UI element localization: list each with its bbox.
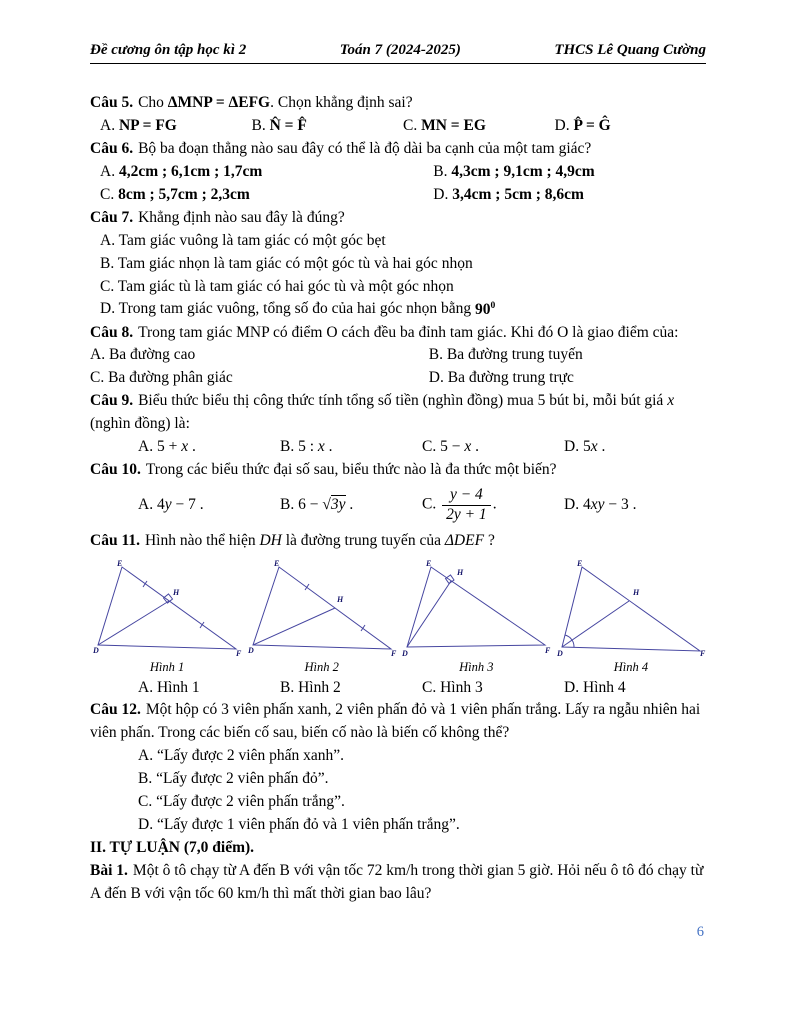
q5-option-d: [555, 115, 707, 138]
header-center: Toán 7 (2024-2025): [339, 42, 461, 58]
q11-post: ?: [484, 532, 495, 550]
triangle-figure-3: [401, 557, 551, 657]
q10-b-radicand: 3y: [330, 495, 346, 513]
q5-option-c: [403, 115, 555, 138]
fraction-numerator: y − 4: [442, 486, 491, 506]
q5-c-letter: C.: [403, 116, 422, 134]
q6-option-a: [100, 161, 433, 184]
q11-mid: là đường trung tuyến của: [281, 532, 445, 550]
q9-a-var: x: [181, 438, 189, 456]
q9-d-pre: D. 5: [564, 438, 591, 456]
angle-arc-2: [572, 640, 574, 647]
q5-a-value: NP = FG: [118, 116, 177, 134]
triangle-figure-4: [556, 557, 706, 657]
question-10: [90, 459, 706, 482]
figure-1: [92, 557, 242, 677]
q12-option-a: A. “Lấy được 2 viên phấn xanh”.: [138, 747, 344, 765]
q9-c-var: x: [464, 438, 472, 456]
q10-a-post: − 7 .: [171, 495, 204, 513]
q9-a-post: .: [188, 438, 196, 456]
q12-label: Câu 12.: [90, 701, 141, 719]
vertex-e-label: E: [426, 559, 432, 569]
q9-a-pre: A. 5 +: [138, 438, 182, 456]
q5-options: [90, 115, 706, 138]
q9-option-d: [564, 436, 706, 459]
question-12: [90, 699, 706, 745]
q8-label: Câu 8.: [90, 323, 134, 341]
triangle-figure-1: [92, 557, 242, 657]
q10-options: [90, 482, 706, 528]
figure-2-caption: Hình 2: [304, 660, 339, 675]
q8-option-a: A. Ba đường cao: [90, 346, 196, 364]
q5-math: ΔMNP = ΔEFG: [167, 94, 271, 111]
point-h-label: H: [173, 588, 180, 598]
header-left: Đề cương ôn tập học kì 2: [90, 42, 247, 58]
section-2-title: II. TỰ LUẬN (7,0 điểm).: [90, 839, 255, 857]
problem-1: [90, 860, 706, 906]
q12-option-c: C. “Lấy được 2 viên phấn trắng”.: [138, 793, 345, 811]
q5-d-letter: D.: [554, 116, 574, 134]
q5-option-b: [252, 115, 404, 138]
triangle-figure-2: [247, 557, 397, 657]
q5-pre: Cho: [138, 94, 168, 111]
q6-d-value: 3,4cm ; 5cm ; 8,6cm: [452, 185, 584, 203]
q6-c-letter: C.: [100, 185, 119, 203]
q6-a-letter: A.: [100, 162, 119, 180]
q10-option-c: [422, 486, 564, 524]
q8-options-row2: [90, 367, 706, 390]
vertex-f-label: F: [699, 649, 706, 658]
page-number: 6: [696, 924, 704, 940]
q11-triangle: ΔDEF: [444, 532, 485, 550]
q8-option-b: B. Ba đường trung tuyến: [428, 346, 583, 364]
q11-option-a: A. Hình 1: [138, 678, 200, 696]
b1-label: Bài 1.: [90, 862, 128, 880]
triangle-def: [407, 567, 545, 647]
q7-d-superscript: 0: [490, 299, 496, 311]
q7-label: Câu 7.: [90, 208, 134, 226]
b1-text: Một ô tô chạy từ A đến B với vận tốc 72 km/h trong thời gian 5 giờ. Hỏi nếu ô tô đó chạy từ A đến B với vận tốc 60 km/h thì mất thời gian bao lâu?: [90, 862, 704, 902]
q9-option-b: [280, 436, 422, 459]
triangle-def: [253, 567, 391, 649]
header-right: THCS Lê Quang Cường: [554, 42, 706, 58]
q6-c-value: 8cm ; 5,7cm ; 2,3cm: [118, 185, 250, 203]
q5-c-value: MN = EG: [421, 116, 486, 134]
q10-c-post: .: [492, 495, 497, 513]
q10-d-post: − 3 .: [604, 495, 637, 513]
figure-3-caption: Hình 3: [459, 660, 494, 675]
q10-label: Câu 10.: [90, 461, 141, 479]
q5-post: . Chọn khẳng định sai?: [270, 94, 413, 111]
q6-option-d: [433, 184, 706, 207]
q9-variable: x: [667, 392, 675, 410]
segment-dh: [98, 601, 169, 645]
q7-option-c: C. Tam giác tù là tam giác có hai góc tù và một góc nhọn: [100, 277, 454, 295]
page-header: [90, 42, 706, 64]
q11-pre: Hình nào thể hiện: [144, 532, 260, 550]
q7-option-d: [90, 298, 706, 321]
q5-b-letter: B.: [251, 116, 270, 134]
q5-option-a: [100, 115, 252, 138]
vertex-d-label: D: [556, 649, 563, 658]
q6-options-row2: [90, 184, 706, 207]
q9-text2: (nghìn đồng) là:: [90, 415, 190, 433]
q10-option-a: [138, 494, 280, 517]
figure-1-caption: Hình 1: [149, 660, 185, 675]
q9-label: Câu 9.: [90, 392, 134, 410]
point-h-label: H: [632, 588, 640, 598]
question-9: [90, 390, 706, 436]
vertex-e-label: E: [273, 559, 279, 569]
q8-option-d: D. Ba đường trung trực: [428, 369, 574, 387]
vertex-f-label: F: [390, 649, 396, 658]
q8-text: Trong tam giác MNP có điểm O cách đều ba đỉnh tam giác. Khi đó O là giao điểm của:: [138, 323, 679, 341]
vertex-d-label: D: [93, 646, 99, 656]
q10-c-fraction: [442, 486, 491, 524]
triangle-def: [98, 567, 236, 649]
q9-c-pre: C. 5 −: [422, 438, 465, 456]
q11-dh: DH: [259, 532, 282, 550]
q11-options: [90, 677, 706, 700]
q9-option-c: [422, 436, 564, 459]
figure-3: [401, 557, 551, 677]
q5-label: Câu 5.: [90, 94, 134, 111]
q10-option-d: [564, 494, 706, 517]
q5-a-letter: A.: [100, 116, 119, 134]
vertex-d-label: D: [247, 646, 254, 656]
q11-label: Câu 11.: [90, 532, 140, 550]
q6-b-value: 4,3cm ; 9,1cm ; 4,9cm: [451, 162, 595, 180]
q9-text1: Biểu thức biểu thị công thức tính tổng số tiền (nghìn đồng) mua 5 bút bi, mỗi bút giá: [138, 392, 668, 410]
q9-b-pre: B. 5 :: [280, 438, 318, 456]
point-h-label: H: [457, 568, 464, 578]
q7-d-number: $90^0$: [474, 299, 496, 318]
q6-d-letter: D.: [433, 185, 453, 203]
point-h-label: H: [336, 595, 343, 605]
figure-4: [556, 557, 706, 677]
q7-option-b: B. Tam giác nhọn là tam giác có một góc tù và hai góc nhọn: [100, 254, 473, 272]
q8-options-row1: [90, 344, 706, 367]
q6-b-letter: B.: [433, 162, 452, 180]
triangle-def: [562, 567, 700, 651]
segment-dh: [407, 581, 451, 647]
question-11: [90, 530, 706, 553]
figure-4-caption: Hình 4: [613, 660, 649, 675]
q10-a-var: y: [164, 495, 172, 513]
q6-text: Bộ ba đoạn thẳng nào sau đây có thể là độ dài ba cạnh của một tam giác?: [138, 139, 592, 157]
q10-a-pre: A. 4: [138, 495, 165, 513]
q10-b-post: .: [345, 495, 354, 513]
q7-text: Khẳng định nào sau đây là đúng?: [138, 208, 345, 226]
q5-d-value: P̂ = Ĝ: [573, 116, 611, 134]
vertex-e-label: E: [117, 559, 123, 569]
q10-c-pre: C.: [422, 495, 441, 513]
q9-options: [90, 436, 706, 459]
vertex-d-label: D: [402, 649, 409, 658]
vertex-f-label: F: [236, 649, 242, 658]
q10-d-pre: D. 4: [564, 495, 591, 513]
q12-option-d: D. “Lấy được 1 viên phấn đỏ và 1 viên phấn trắng”.: [138, 816, 460, 834]
q10-option-b: [280, 494, 422, 517]
q7-d-text: D. Trong tam giác vuông, tổng số đo của hai góc nhọn bằng: [100, 300, 475, 318]
q6-label: Câu 6.: [90, 139, 134, 157]
q9-d-var: x: [590, 438, 598, 456]
q9-c-post: .: [471, 438, 479, 456]
angle-arc-1: [565, 635, 572, 640]
q10-b-pre: B. 6 −: [280, 495, 323, 513]
q10-d-var: xy: [590, 495, 605, 513]
q7-option-a: A. Tam giác vuông là tam giác có một góc bẹt: [100, 231, 386, 249]
q11-option-d: D. Hình 4: [564, 678, 626, 696]
q10-text: Trong các biểu thức đại số sau, biểu thức nào là đa thức một biến?: [145, 461, 557, 479]
q6-option-c: [100, 184, 433, 207]
figure-2: [247, 557, 397, 677]
fraction-denominator: 2y + 1: [446, 506, 487, 524]
q11-option-c: C. Hình 3: [422, 678, 483, 696]
exam-content: [90, 64, 706, 906]
segment-dh: [253, 608, 335, 645]
q9-b-var: x: [317, 438, 325, 456]
question-6: [90, 138, 706, 161]
q11-figures: [90, 553, 706, 677]
q6-option-b: [433, 161, 706, 184]
q9-b-post: .: [324, 438, 333, 456]
q6-options-row1: [90, 161, 706, 184]
vertex-f-label: F: [545, 646, 551, 656]
q9-d-post: .: [597, 438, 606, 456]
radical-sign: √: [322, 495, 331, 513]
vertex-e-label: E: [576, 559, 583, 569]
q12-text: Một hộp có 3 viên phấn xanh, 2 viên phấn đỏ và 1 viên phấn trắng. Lấy ra ngẫu nhiên hai viên phấn. Trong các biến cố sau, biến cố nào là biến cố không thể?: [90, 701, 701, 742]
q5-b-value: N̂ = F̂: [269, 116, 307, 134]
q6-a-value: 4,2cm ; 6,1cm ; 1,7cm: [118, 162, 263, 180]
q11-option-b: B. Hình 2: [280, 678, 341, 696]
q8-option-c: C. Ba đường phân giác: [90, 369, 233, 387]
question-5: [90, 92, 706, 115]
question-8: [90, 322, 706, 345]
q9-option-a: [138, 436, 280, 459]
question-7: [90, 207, 706, 230]
q12-option-b: B. “Lấy được 2 viên phấn đỏ”.: [138, 770, 329, 788]
